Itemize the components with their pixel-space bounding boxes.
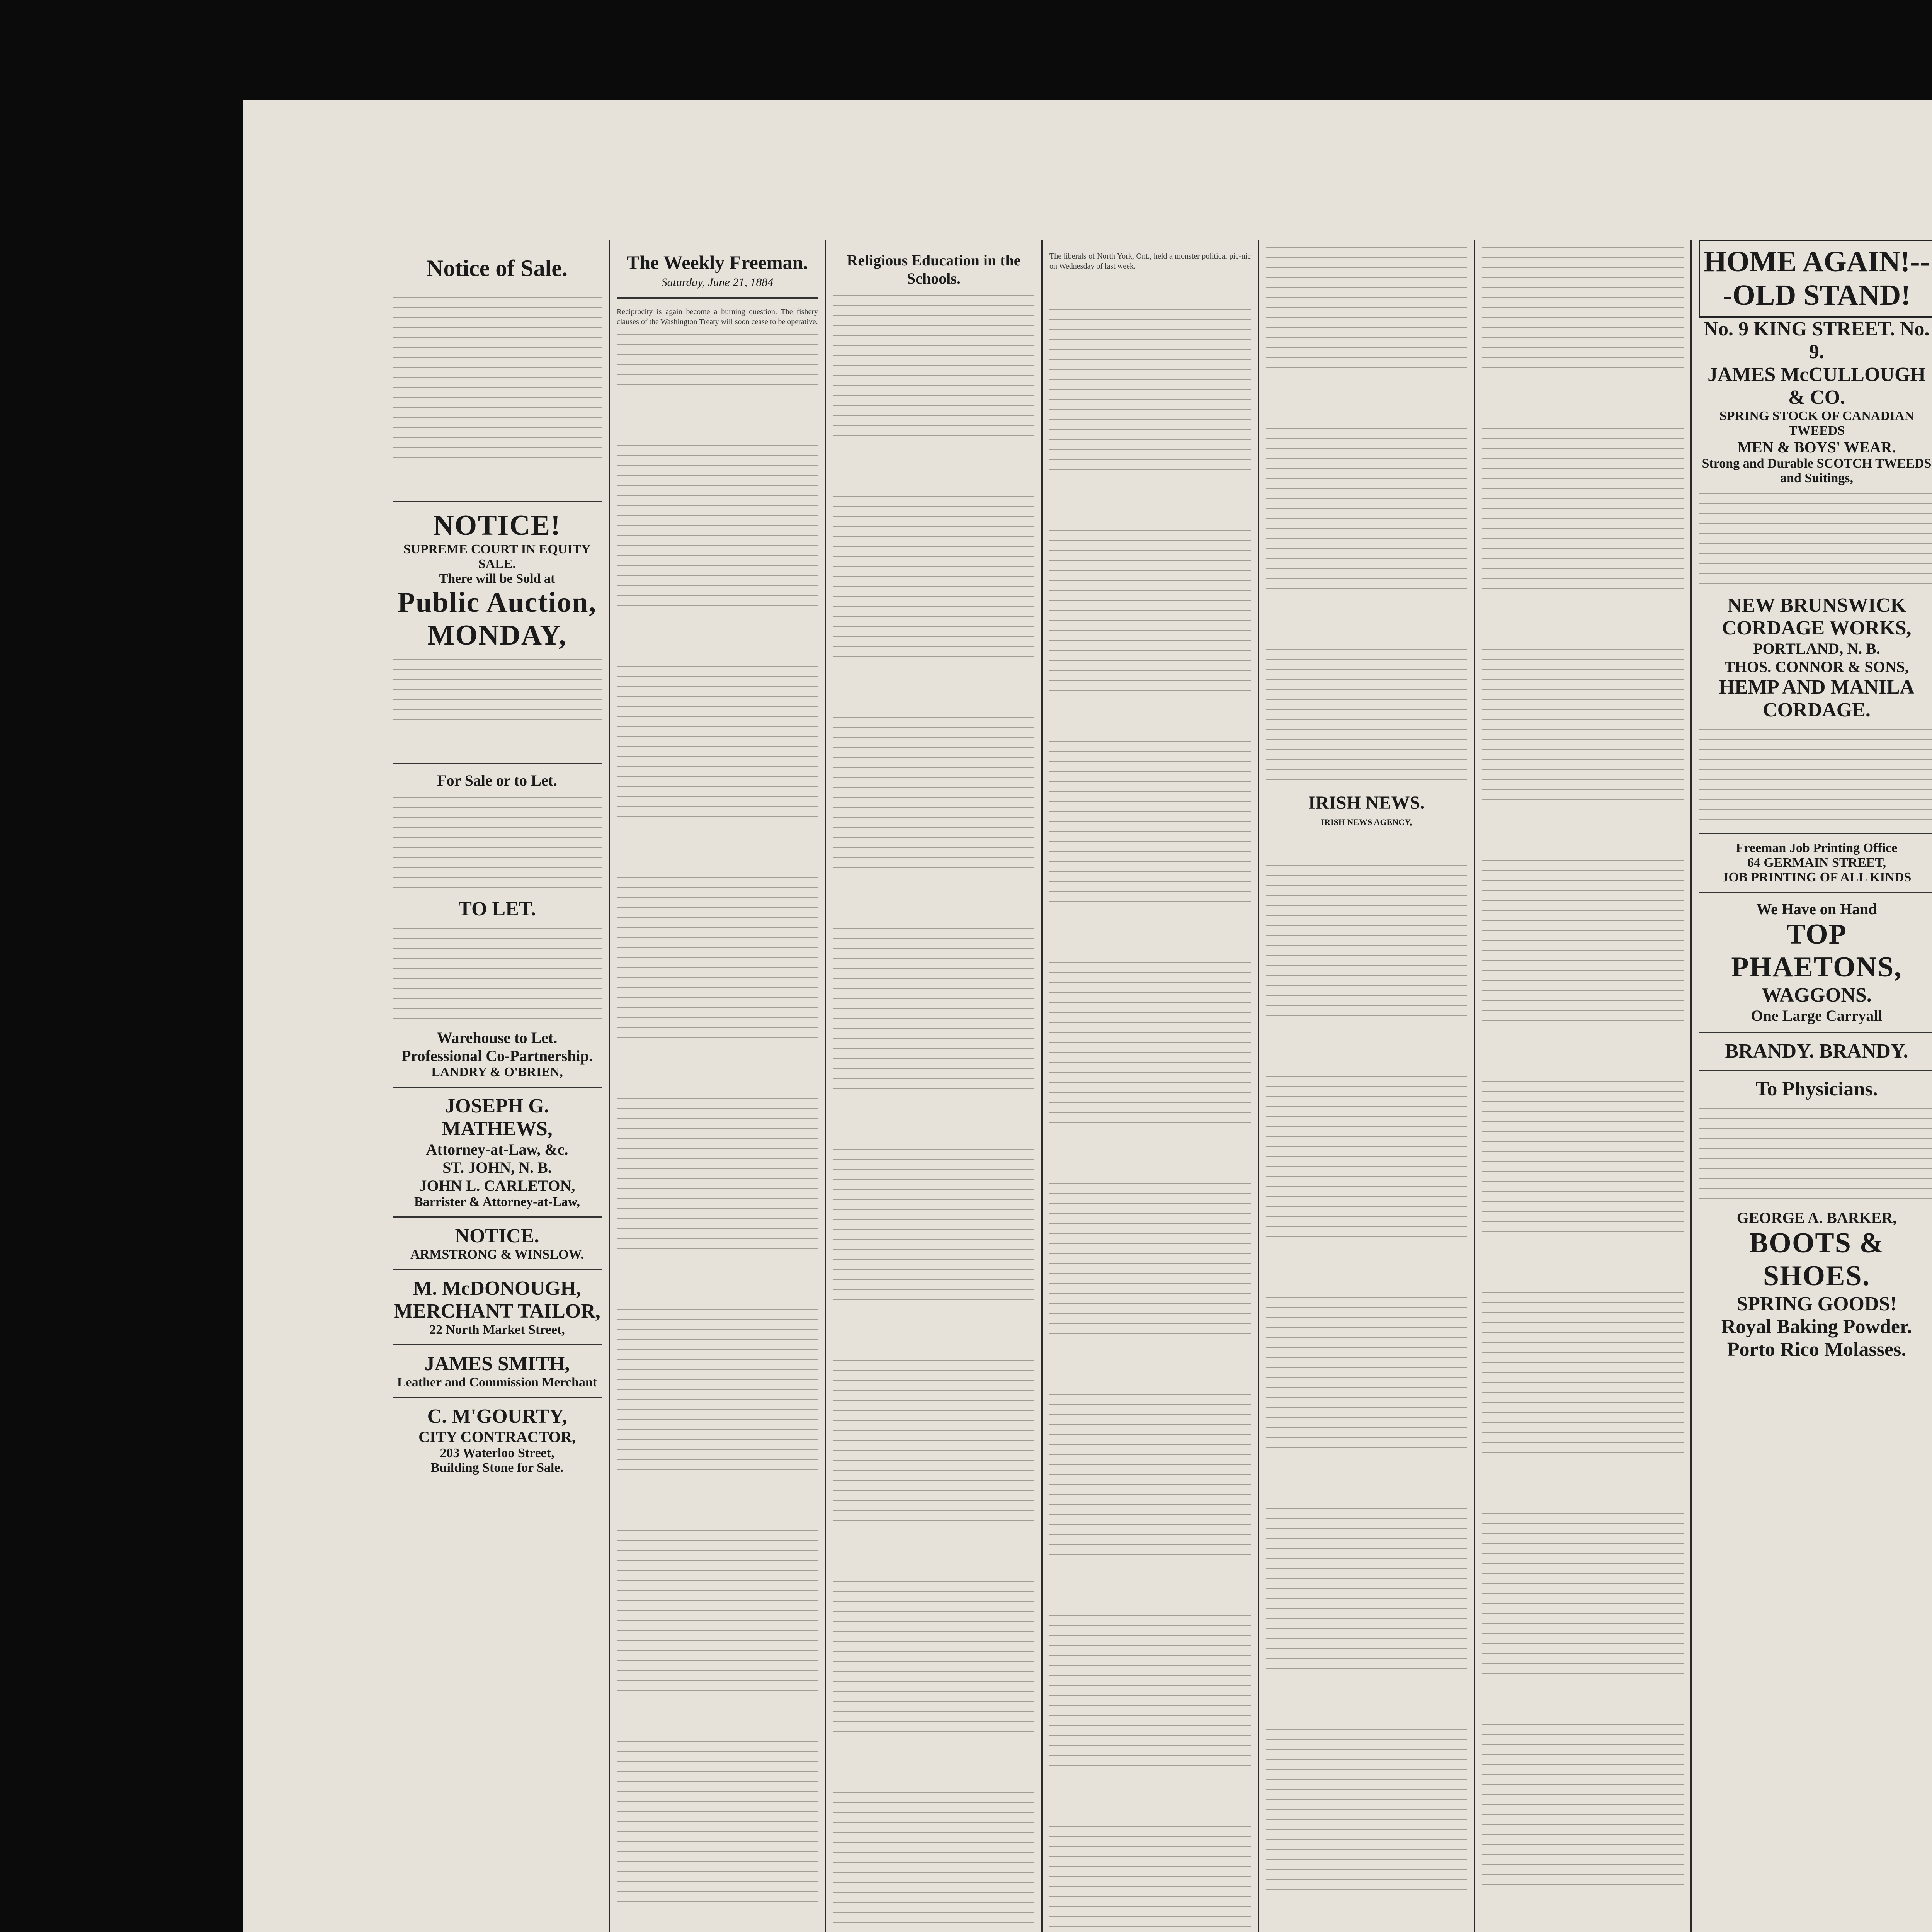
- germain-street: 64 GERMAIN STREET,: [1747, 855, 1886, 870]
- wagons: WAGGONS.: [1762, 984, 1872, 1006]
- phaetons: TOP PHAETONS,: [1731, 918, 1902, 983]
- irish-news-heading: IRISH NEWS.: [1308, 793, 1425, 813]
- text-block: [393, 293, 602, 494]
- column-5: [1259, 240, 1475, 1932]
- column-4: [1043, 240, 1259, 1932]
- agency-heading: IRISH NEWS AGENCY,: [1321, 817, 1412, 827]
- religious-education-heading: Religious Education in the Schools.: [847, 252, 1021, 287]
- text-block: [1699, 725, 1932, 826]
- sold-at: There will be Sold at: [439, 571, 555, 586]
- portland: PORTLAND, N. B.: [1753, 640, 1880, 657]
- contractor-heading: CITY CONTRACTOR,: [418, 1428, 576, 1446]
- text-block: [1049, 275, 1251, 1932]
- waterloo-heading: 203 Waterloo Street,: [440, 1446, 554, 1460]
- liberals-text: The liberals of North York, Ont., held a monster political pic-nic on Wednesday of last week.: [1049, 252, 1251, 270]
- mathews-heading: JOSEPH G. MATHEWS,: [442, 1095, 553, 1140]
- porto-rico-molasses: Porto Rico Molasses.: [1727, 1338, 1906, 1361]
- column-7: [1692, 240, 1932, 1932]
- leather-heading: Leather and Commission Merchant: [397, 1375, 597, 1389]
- hemp-heading: HEMP AND MANILA CORDAGE.: [1719, 676, 1915, 721]
- notice-heading: NOTICE!: [433, 510, 561, 541]
- scotch-tweeds: Strong and Durable SCOTCH TWEEDS and Suitings,: [1702, 456, 1932, 485]
- column-3: [826, 240, 1043, 1932]
- carleton-heading: JOHN L. CARLETON,: [419, 1177, 575, 1194]
- newspaper-page: [243, 100, 1932, 1932]
- on-hand: We Have on Hand: [1756, 900, 1877, 918]
- to-let-heading: TO LET.: [458, 898, 536, 920]
- warehouse-heading: Warehouse to Let.: [437, 1029, 558, 1046]
- text-block: [393, 924, 602, 1025]
- monday: MONDAY,: [427, 619, 567, 651]
- barrister-heading: Barrister & Attorney-at-Law,: [414, 1195, 580, 1209]
- attorney-heading: Attorney-at-Law, &c.: [426, 1141, 568, 1158]
- royal-baking-powder: Royal Baking Powder.: [1721, 1316, 1912, 1338]
- cordage-works: NEW BRUNSWICK CORDAGE WORKS,: [1722, 594, 1912, 639]
- physicians: To Physicians.: [1755, 1078, 1878, 1100]
- barker: GEORGE A. BARKER,: [1736, 1209, 1897, 1226]
- for-sale-heading: For Sale or to Let.: [437, 772, 557, 789]
- spring-goods: SPRING GOODS!: [1736, 1293, 1897, 1315]
- supreme-court-heading: SUPREME COURT IN EQUITY SALE.: [403, 542, 591, 571]
- text-block: [617, 331, 818, 1932]
- market-heading: 22 North Market Street,: [429, 1323, 565, 1337]
- notice-of-sale-heading: Notice of Sale.: [427, 255, 568, 281]
- text-block: [393, 793, 602, 894]
- printing-office: Freeman Job Printing Office: [1736, 841, 1898, 855]
- text-block: [1266, 831, 1467, 1932]
- connor-heading: THOS. CONNOR & SONS,: [1725, 658, 1909, 675]
- king-street: No. 9 KING STREET. No. 9.: [1704, 318, 1930, 363]
- text-block: [393, 656, 602, 756]
- brandy: BRANDY. BRANDY.: [1725, 1040, 1908, 1062]
- editorial-text: Reciprocity is again become a burning question. The fishery clauses of the Washington Treaty will soon cease to be operative.: [617, 308, 818, 326]
- smith-heading: JAMES SMITH,: [424, 1353, 570, 1375]
- text-block: [1699, 1104, 1932, 1205]
- text-block: [833, 291, 1034, 1932]
- partnership-heading: Professional Co-Partnership.: [401, 1047, 593, 1065]
- column-1: [386, 240, 610, 1932]
- notice2-heading: NOTICE.: [455, 1225, 539, 1247]
- paper-title: The Weekly Freeman.: [627, 252, 808, 273]
- landry-heading: LANDRY & O'BRIEN,: [431, 1065, 563, 1079]
- mens-wear: MEN & BOYS' WEAR.: [1737, 439, 1896, 456]
- job-printing: JOB PRINTING OF ALL KINDS: [1722, 870, 1912, 884]
- mcdonough-heading: M. McDONOUGH,: [413, 1277, 581, 1299]
- mcgourty-heading: C. M'GOURTY,: [427, 1405, 567, 1427]
- text-block: [1266, 243, 1467, 784]
- stjohn-heading: ST. JOHN, N. B.: [442, 1159, 552, 1176]
- column-2: [610, 240, 826, 1932]
- home-again-heading: HOME AGAIN!---OLD STAND!: [1699, 240, 1932, 318]
- text-block: [1482, 243, 1684, 1932]
- carryall: One Large Carryall: [1751, 1007, 1883, 1024]
- mccullough-heading: JAMES McCULLOUGH & CO.: [1708, 364, 1926, 408]
- armstrong-heading: ARMSTRONG & WINSLOW.: [410, 1247, 584, 1262]
- public-auction: Public Auction,: [397, 587, 597, 618]
- stone-heading: Building Stone for Sale.: [430, 1461, 564, 1475]
- paper-date: Saturday, June 21, 1884: [661, 276, 774, 289]
- tailor-heading: MERCHANT TAILOR,: [394, 1300, 600, 1322]
- text-block: [1699, 490, 1932, 590]
- spring-stock: SPRING STOCK OF CANADIAN TWEEDS: [1719, 409, 1914, 438]
- boots-shoes: BOOTS & SHOES.: [1749, 1227, 1884, 1292]
- column-6: [1475, 240, 1692, 1932]
